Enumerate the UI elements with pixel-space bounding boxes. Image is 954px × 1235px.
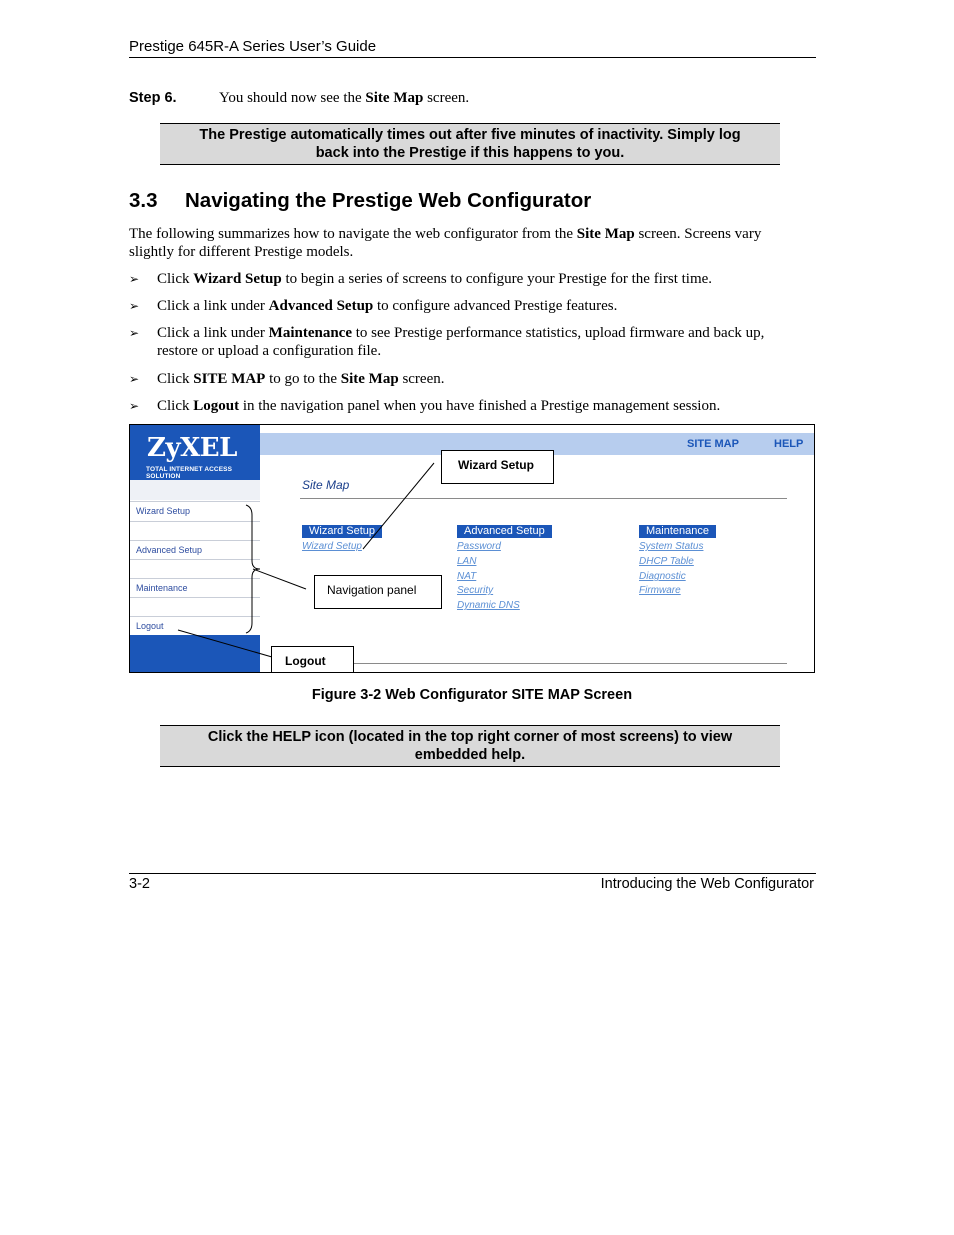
nav-item-label: Advanced Setup bbox=[136, 545, 203, 555]
step-text-bold: Site Map bbox=[365, 90, 424, 106]
note-line: embedded help. bbox=[414, 747, 526, 763]
intro-paragraph bbox=[129, 225, 809, 261]
intro-part: The following summarizes how to navigate the web configurator from the bbox=[129, 226, 577, 242]
column-head-wizard-setup: Wizard Setup bbox=[302, 525, 382, 538]
step-text-part: You should now see the bbox=[219, 90, 366, 106]
link-security[interactable]: Security bbox=[457, 585, 494, 596]
bullet-arrow-icon: ➢ bbox=[129, 326, 140, 340]
bullet-text: to see Prestige performance statistics, upload firmware and back up, restore or upload a configuration file. bbox=[157, 325, 765, 359]
step-text-part: screen. bbox=[423, 90, 470, 106]
site-map-title: Site Map bbox=[302, 478, 350, 492]
logout-callout-line bbox=[178, 630, 272, 657]
section-heading bbox=[129, 189, 591, 213]
bullet-text: to begin a series of screens to configure your Prestige for the first time. bbox=[281, 271, 713, 287]
bullet-bold: Site Map bbox=[340, 371, 399, 387]
link-diagnostic[interactable]: Diagnostic bbox=[639, 571, 686, 582]
link-wizard-setup[interactable]: Wizard Setup bbox=[302, 541, 362, 552]
link-lan[interactable]: LAN bbox=[457, 556, 477, 567]
step-label: Step 6. bbox=[129, 90, 177, 106]
step-text bbox=[219, 90, 469, 107]
bullet-text: Click a link under bbox=[157, 298, 269, 314]
footer-page-number: 3-2 bbox=[129, 876, 150, 892]
link-dhcp-table[interactable]: DHCP Table bbox=[639, 556, 694, 567]
wizard-callout-line bbox=[363, 463, 434, 549]
bullet-text: screen. bbox=[398, 371, 445, 387]
intro-part: screen. Screens vary slightly for different Prestige models. bbox=[129, 226, 762, 260]
zyxel-logo: ZyXEL bbox=[147, 433, 237, 463]
bullet-bold: SITE MAP bbox=[193, 371, 266, 387]
link-system-status[interactable]: System Status bbox=[639, 541, 704, 552]
link-dynamic-dns[interactable]: Dynamic DNS bbox=[457, 600, 520, 611]
site-map-link[interactable]: SITE MAP bbox=[687, 438, 739, 450]
note-line: Click the HELP icon (located in the top right corner of most screens) to view bbox=[207, 729, 733, 745]
section-number: 3.3 bbox=[129, 189, 158, 212]
note-line: back into the Prestige if this happens to you. bbox=[315, 145, 625, 161]
bullet-text: to configure advanced Prestige features. bbox=[373, 298, 618, 314]
bullet-bold: Advanced Setup bbox=[268, 298, 374, 314]
footer-rule bbox=[129, 873, 816, 874]
callout-label: Wizard Setup bbox=[458, 458, 534, 472]
callout-wizard-setup bbox=[441, 450, 554, 484]
note-timeout bbox=[160, 123, 780, 165]
figure-caption: Figure 3-2 Web Configurator SITE MAP Screen bbox=[311, 687, 633, 703]
footer-chapter-title: Introducing the Web Configurator bbox=[600, 876, 814, 892]
callout-label: Navigation panel bbox=[327, 583, 417, 597]
callout-logout bbox=[271, 646, 354, 673]
bullet-bold: Wizard Setup bbox=[193, 271, 282, 287]
link-firmware[interactable]: Firmware bbox=[639, 585, 681, 596]
help-link[interactable]: HELP bbox=[774, 438, 804, 450]
zyxel-logo-tagline: TOTAL INTERNET ACCESS SOLUTION bbox=[146, 466, 233, 480]
note-help bbox=[160, 725, 780, 767]
bullet-text: Click bbox=[157, 398, 194, 414]
site-map-screenshot bbox=[129, 424, 815, 673]
link-password[interactable]: Password bbox=[457, 541, 501, 552]
nav-item-label: Wizard Setup bbox=[136, 506, 191, 516]
bullet-bold: Maintenance bbox=[268, 325, 352, 341]
bullet-arrow-icon: ➢ bbox=[129, 299, 140, 313]
link-nat[interactable]: NAT bbox=[457, 571, 477, 582]
bullet-text: Click a link under bbox=[157, 325, 269, 341]
section-title: Navigating the Prestige Web Configurator bbox=[185, 189, 592, 212]
bullet-text: Click bbox=[157, 271, 194, 287]
bullet-text: to go to the bbox=[265, 371, 341, 387]
column-head-advanced-setup: Advanced Setup bbox=[457, 525, 552, 538]
navigation-callout-line bbox=[253, 569, 306, 589]
intro-bold: Site Map bbox=[576, 226, 635, 242]
bullet-arrow-icon: ➢ bbox=[129, 399, 140, 413]
bullet-bold: Logout bbox=[193, 398, 240, 414]
bullet-text: Click bbox=[157, 371, 194, 387]
callout-label: Logout bbox=[285, 654, 326, 668]
bullet-text: in the navigation panel when you have finished a Prestige management session. bbox=[239, 398, 721, 414]
note-line: The Prestige automatically times out after five minutes of inactivity. Simply log bbox=[199, 127, 741, 143]
nav-item-label: Maintenance bbox=[136, 583, 188, 593]
column-head-maintenance: Maintenance bbox=[639, 525, 716, 538]
header-rule bbox=[129, 57, 816, 58]
bullet-arrow-icon: ➢ bbox=[129, 272, 140, 286]
running-header-title: Prestige 645R-A Series User’s Guide bbox=[129, 38, 377, 55]
nav-item-label: Logout bbox=[136, 621, 164, 631]
bullet-arrow-icon: ➢ bbox=[129, 372, 140, 386]
callout-navigation-panel bbox=[314, 575, 442, 609]
